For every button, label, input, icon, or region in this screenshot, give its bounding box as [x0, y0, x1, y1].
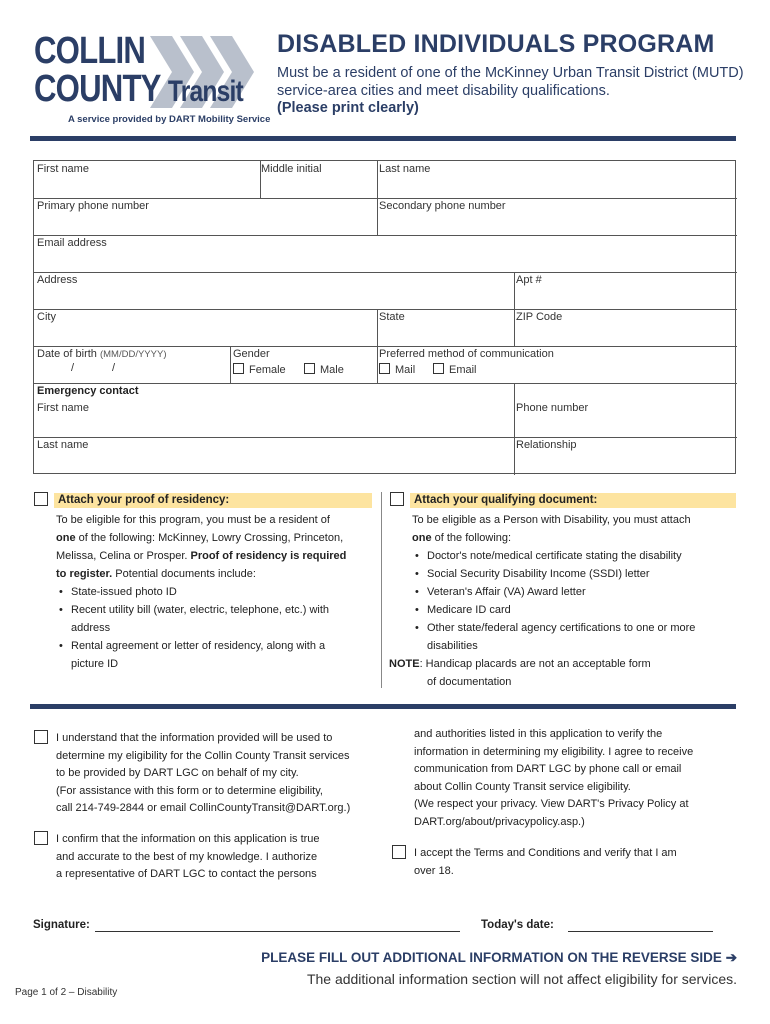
list-item: • Doctor's note/medical certificate stating the disability — [412, 547, 732, 565]
apt-field[interactable]: Apt # — [516, 274, 542, 286]
consent-line: and accurate to the best of my knowledge. I authorize — [56, 850, 318, 863]
qualifying-intro: To be eligible as a Person with Disability, you must attach — [412, 514, 691, 526]
list-item: • State-issued photo ID — [56, 583, 376, 601]
female-checkbox[interactable] — [233, 363, 244, 374]
comm-mail-option[interactable] — [379, 363, 415, 376]
dob-format: (MM/DD/YYYY) — [99, 349, 167, 360]
primary-phone-field[interactable]: Primary phone number — [37, 200, 149, 212]
understand-text — [56, 730, 381, 818]
male-checkbox[interactable] — [304, 363, 315, 374]
consent-line: over 18. — [414, 864, 454, 877]
email-checkbox[interactable] — [433, 363, 444, 374]
grid-line — [514, 383, 515, 475]
residency-one: one — [56, 532, 76, 544]
residency-intro: To be eligible for this program, you must be a resident of — [56, 514, 330, 526]
consent-line: DART.org/about/privacypolicy.asp.) — [414, 815, 585, 828]
residency-intro-line — [56, 547, 376, 565]
dob-label: Date of birth — [37, 348, 97, 360]
logo-county: COUNTY — [34, 68, 161, 110]
ec-phone-field[interactable]: Phone number — [516, 402, 589, 414]
grid-line — [34, 235, 737, 236]
note-line — [389, 655, 734, 673]
section-divider — [30, 704, 736, 709]
ec-relationship-field[interactable]: Relationship — [516, 439, 577, 451]
residency-docs-intro: Potential documents include: — [112, 568, 256, 580]
mail-label: Mail — [395, 364, 416, 376]
grid-line — [377, 309, 378, 383]
list-item: • Rental agreement or letter of residency, along with a picture ID — [56, 637, 356, 673]
logo-tagline: A service provided by DART Mobility Service — [68, 114, 271, 125]
consent-line: communication from DART LGC by phone call or email — [414, 763, 682, 775]
middle-initial-field[interactable]: Middle initial — [261, 163, 322, 175]
secondary-phone-field[interactable]: Secondary phone number — [379, 200, 506, 212]
dob-separator: / — [71, 362, 75, 374]
grid-line — [34, 272, 737, 273]
residency-intro-line — [56, 565, 376, 583]
print-note: (Please print clearly) — [277, 100, 419, 116]
list-item: • Medicare ID card — [412, 601, 732, 619]
pref-comm-label: Preferred method of communication — [379, 348, 554, 360]
consent-line: information in determining my eligibility. I agree to receive — [414, 745, 694, 758]
ec-last-name-field[interactable]: Last name — [37, 439, 89, 451]
email-field[interactable]: Email address — [37, 237, 107, 249]
note-text-2: of documentation — [427, 676, 512, 688]
female-label: Female — [249, 364, 286, 376]
comm-email-option[interactable] — [433, 363, 477, 376]
reverse-subtext: The additional information section will not affect eligibility for services. — [306, 971, 737, 987]
understand-checkbox[interactable] — [34, 730, 48, 744]
confirm-text — [56, 831, 381, 884]
note-text: : Handicap placards are not an acceptable form — [419, 658, 651, 670]
gender-female-option[interactable] — [233, 363, 286, 376]
logo-transit: Transit — [167, 75, 243, 108]
confirm-checkbox[interactable] — [34, 831, 48, 845]
list-item: • Recent utility bill (water, electric, telephone, etc.) with address — [56, 601, 346, 637]
residency-intro-line — [56, 529, 376, 547]
grid-line — [230, 346, 231, 383]
residency-heading: Attach your proof of residency: — [54, 493, 372, 508]
collin-county-transit-logo — [30, 30, 271, 130]
consent-line: I understand that the information provided will be used to — [56, 732, 333, 744]
grid-line — [34, 383, 737, 384]
qualifying-following: of the following: — [431, 532, 512, 544]
ec-first-name-field[interactable]: First name — [37, 402, 89, 414]
state-field[interactable]: State — [379, 311, 405, 323]
dob-separator: / — [112, 362, 116, 374]
grid-line — [34, 346, 737, 347]
residency-required: Proof of residency is required — [190, 550, 347, 562]
date-field[interactable] — [568, 931, 713, 932]
list-item: • Other state/federal agency certifications to one or more disabilities — [412, 619, 702, 655]
consent-line: and authorities listed in this application to verify the — [414, 728, 663, 740]
gender-male-option[interactable] — [304, 363, 344, 376]
emergency-contact-heading: Emergency contact — [37, 385, 139, 397]
address-field[interactable]: Address — [37, 274, 78, 286]
reverse-side-notice — [261, 950, 737, 966]
logo-line-collin: COLLIN — [34, 30, 146, 72]
consent-line: I accept the Terms and Conditions and verify that I am — [414, 847, 677, 859]
consent-line: I confirm that the information on this application is true — [56, 833, 320, 845]
page-number: Page 1 of 2 – Disability — [15, 987, 118, 998]
zip-field[interactable]: ZIP Code — [516, 311, 563, 323]
signature-field[interactable] — [95, 931, 460, 932]
qualifying-checkbox[interactable] — [390, 492, 404, 506]
column-divider — [381, 492, 382, 688]
residency-cities-2: Melissa, Celina or Prosper. — [56, 550, 191, 562]
city-field[interactable]: City — [37, 311, 56, 323]
consent-line: (We respect your privacy. View DART's Privacy Policy at — [414, 798, 689, 810]
consent-line: to be provided by DART LGC on behalf of my city. — [56, 767, 299, 779]
gender-label: Gender — [233, 348, 270, 360]
consent-line: call 214-749-2844 or email CollinCountyTransit@DART.org.) — [56, 802, 351, 814]
qualifying-doc-list — [412, 547, 732, 655]
residency-text — [56, 511, 376, 673]
residency-checkbox[interactable] — [34, 492, 48, 506]
dob-field[interactable] — [37, 348, 166, 360]
email-option-label: Email — [449, 364, 477, 376]
grid-line — [34, 198, 737, 199]
terms-text — [414, 845, 739, 880]
consent-line: determine my eligibility for the Collin County Transit services — [56, 749, 350, 762]
consent-line: a representative of DART LGC to contact the persons — [56, 868, 317, 880]
grid-line — [34, 437, 737, 438]
page-title: DISABLED INDIVIDUALS PROGRAM — [277, 30, 715, 58]
arrow-right-icon: ➔ — [725, 950, 737, 965]
grid-line — [377, 161, 378, 235]
qualifying-text — [412, 511, 732, 655]
authorities-text — [414, 726, 739, 831]
header-divider — [30, 136, 736, 141]
residency-cities: of the following: McKinney, Lowry Crossing, Princeton, — [75, 532, 344, 544]
terms-checkbox[interactable] — [392, 845, 406, 859]
male-label: Male — [320, 364, 344, 376]
consent-line: about Collin County Transit service eligibility. — [414, 780, 631, 793]
grid-line — [514, 272, 515, 346]
page-subtitle: Must be a resident of one of the McKinney Urban Transit District (MUTD) service-area cities and meet disability qualifications. — [277, 65, 744, 99]
list-item: • Veteran's Affair (VA) Award letter — [412, 583, 732, 601]
qualifying-note — [389, 655, 734, 691]
qualifying-one: one — [412, 532, 432, 544]
list-item: • Social Security Disability Income (SSDI) letter — [412, 565, 732, 583]
note-label: NOTE — [389, 658, 420, 670]
mail-checkbox[interactable] — [379, 363, 390, 374]
first-name-field[interactable]: First name — [37, 163, 89, 175]
grid-line — [34, 309, 737, 310]
qualifying-intro-line — [412, 529, 732, 547]
residency-doc-list — [56, 583, 376, 673]
last-name-field[interactable]: Last name — [379, 163, 431, 175]
consent-line: (For assistance with this form or to determine eligibility, — [56, 784, 323, 797]
qualifying-heading: Attach your qualifying document: — [410, 493, 736, 508]
residency-register: to register. — [56, 568, 113, 580]
signature-label: Signature: — [33, 919, 90, 931]
logo-line-county — [34, 70, 243, 111]
reverse-text: PLEASE FILL OUT ADDITIONAL INFORMATION ON THE REVERSE SIDE — [261, 950, 722, 965]
date-label: Today's date: — [481, 919, 554, 931]
applicant-form — [33, 160, 736, 474]
